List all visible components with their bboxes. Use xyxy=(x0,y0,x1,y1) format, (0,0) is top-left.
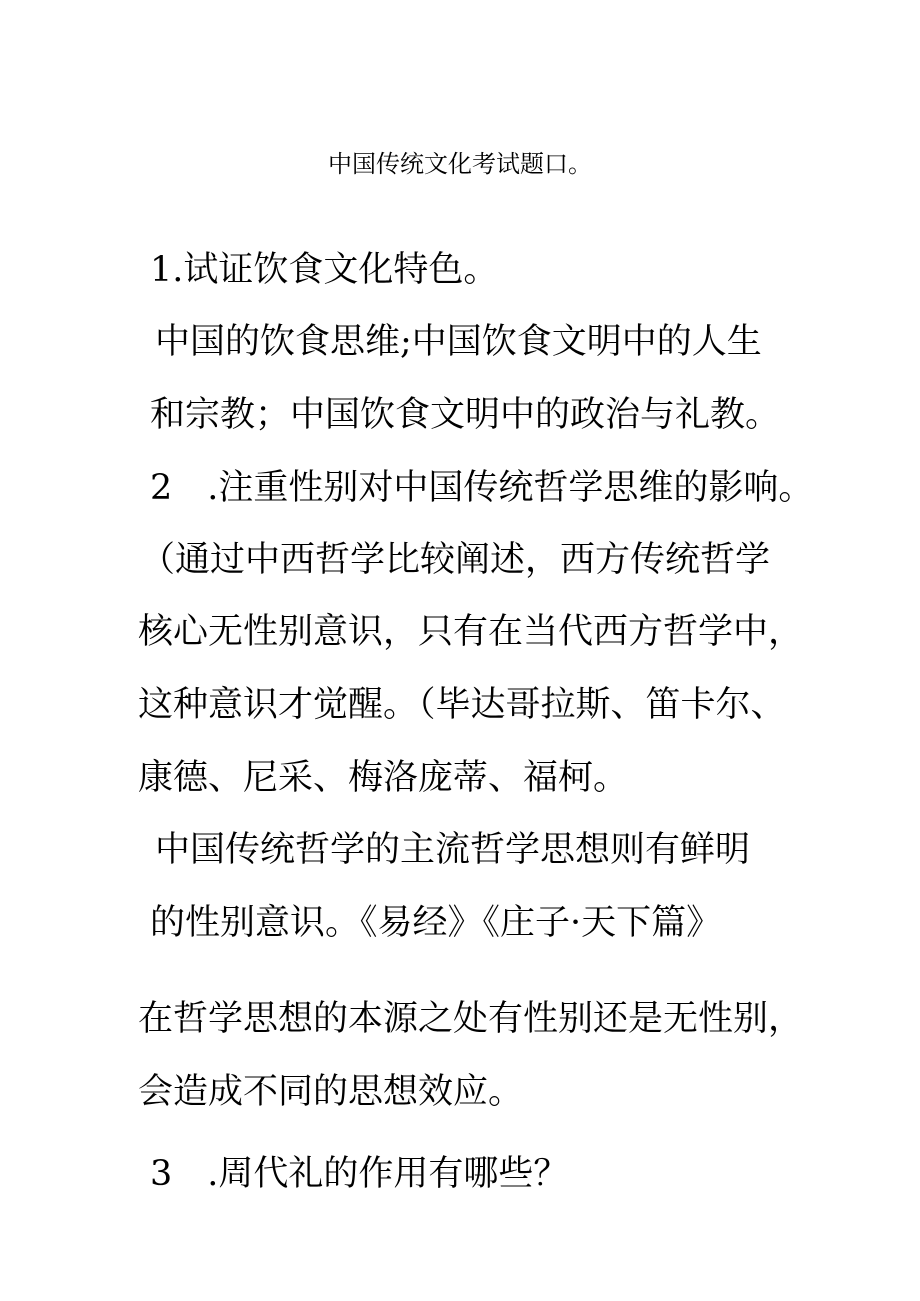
answer-2-line-4: 康德、尼采、梅洛庞蒂、福柯。 xyxy=(138,758,629,798)
question-2-heading: 2 .注重性别对中国传统哲学思维的影响。 xyxy=(150,468,814,508)
answer-2-line-8: 会造成不同的思想效应。 xyxy=(138,1072,524,1112)
question-3-heading: 3 .周代礼的作用有哪些？ xyxy=(150,1154,569,1194)
answer-1-line-1: 中国的饮食思维;中国饮食文明中的人生 xyxy=(155,322,762,362)
answer-2-line-6: 的性别意识。《易经》《庄子·天下篇》 xyxy=(150,903,722,943)
answer-2-line-5: 中国传统哲学的主流哲学思想则有鲜明 xyxy=(155,830,751,870)
answer-2-line-1: （通过中西哲学比较阐述，西方传统哲学 xyxy=(140,540,771,580)
question-1-heading: 1.试证饮食文化特色。 xyxy=(150,250,499,290)
answer-2-line-2: 核心无性别意识，只有在当代西方哲学中， xyxy=(138,612,804,652)
document-title: 中国传统文化考试题口。 xyxy=(328,150,592,178)
answer-2-line-3: 这种意识才觉醒。（毕达哥拉斯、笛卡尔、 xyxy=(138,685,786,725)
answer-1-line-2: 和宗教；中国饮食文明中的政治与礼教。 xyxy=(150,395,781,435)
answer-2-line-7: 在哲学思想的本源之处有性别还是无性别， xyxy=(138,999,804,1039)
